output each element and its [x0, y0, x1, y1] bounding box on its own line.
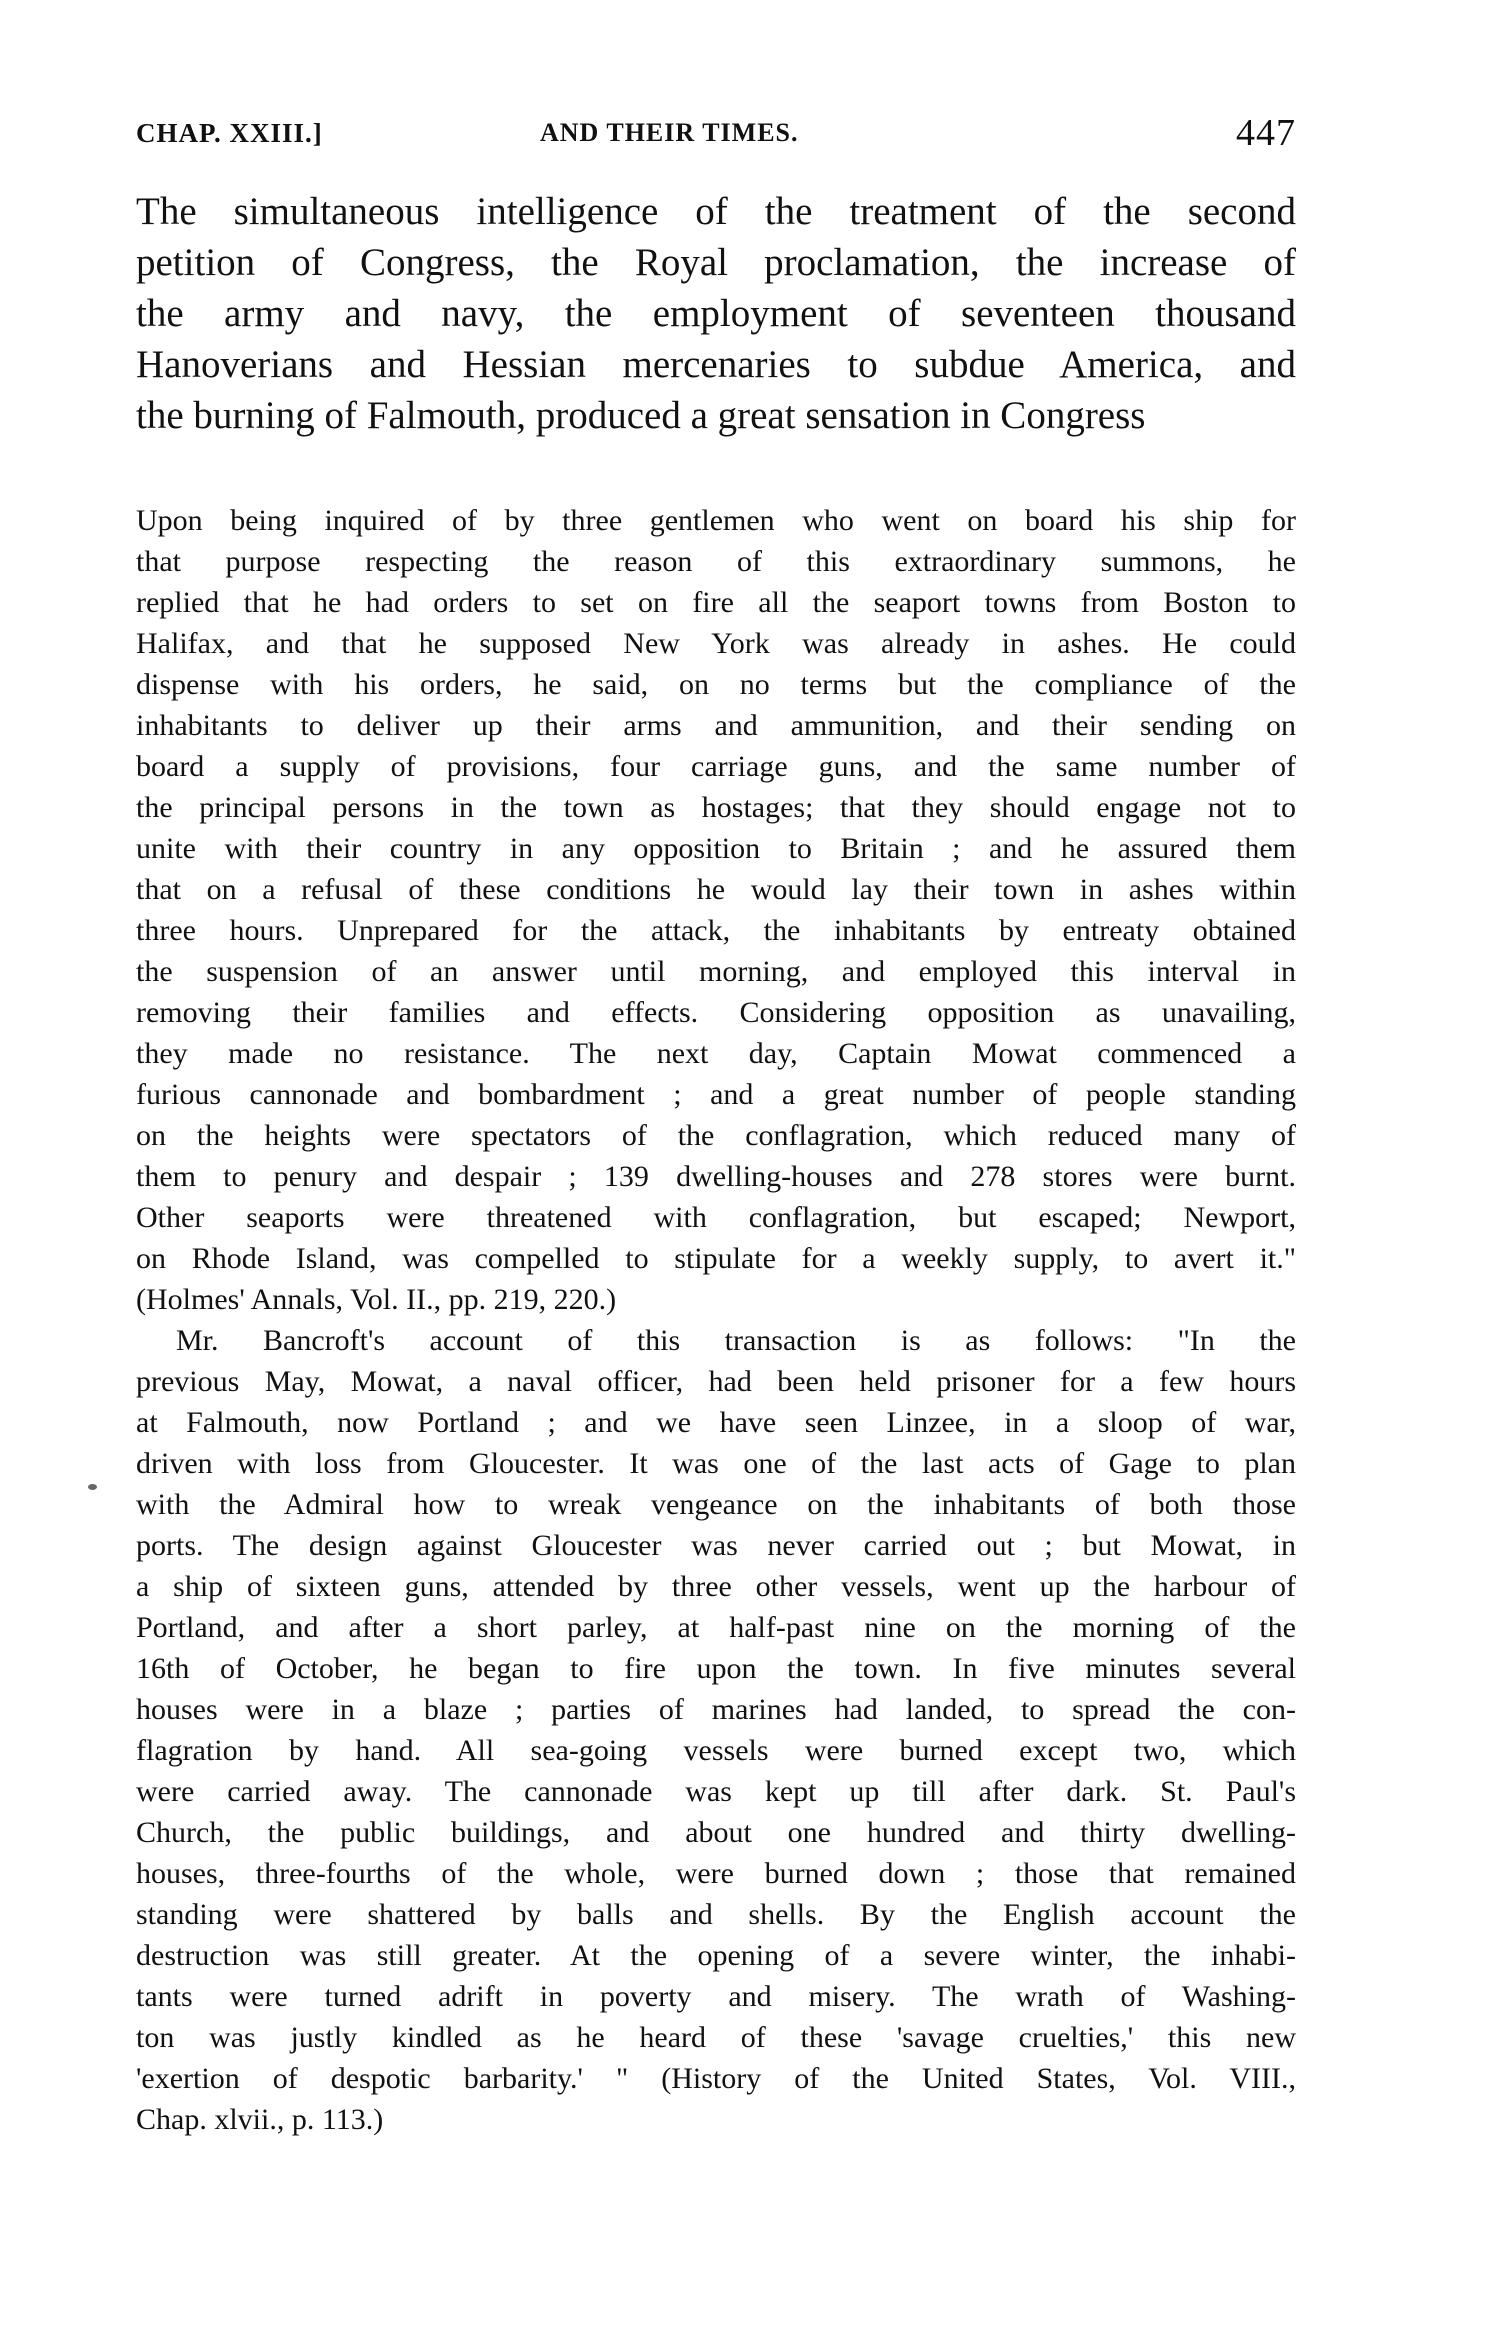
- footnote-line: Portland, and after a short parley, at half-past nine on the morning of the: [136, 1611, 1296, 1644]
- footnote-line: replied that he had orders to set on fire all the seaport towns from Boston to: [136, 586, 1296, 619]
- footnote-line: driven with loss from Gloucester. It was one of the last acts of Gage to plan: [136, 1447, 1296, 1480]
- footnote-paragraph-holmes: [136, 500, 1296, 1320]
- footnote-line: 16th of October, he began to fire upon the town. In five minutes several: [136, 1652, 1296, 1685]
- footnote-line: they made no resistance. The next day, Captain Mowat commenced a: [136, 1037, 1296, 1070]
- footnote-line: previous May, Mowat, a naval officer, had been held prisoner for a few hours: [136, 1365, 1296, 1398]
- ink-speck: [88, 1484, 97, 1490]
- footnote-line: Upon being inquired of by three gentlemen who went on board his ship for: [136, 504, 1296, 537]
- main-line: the burning of Falmouth, produced a great sensation in Congress: [136, 394, 1146, 437]
- footnote-line: the suspension of an answer until morning, and employed this interval in: [136, 955, 1296, 988]
- footnote-line: 'exertion of despotic barbarity.' " (History of the United States, Vol. VIII.,: [136, 2062, 1296, 2095]
- footnote-line: inhabitants to deliver up their arms and ammunition, and their sending on: [136, 709, 1296, 742]
- main-line: The simultaneous intelligence of the treatment of the second: [136, 190, 1296, 233]
- footnote-line: the principal persons in the town as hostages; that they should engage not to: [136, 791, 1296, 824]
- footnote-line: (Holmes' Annals, Vol. II., pp. 219, 220.): [136, 1283, 617, 1316]
- main-line: Hanoverians and Hessian mercenaries to subdue America, and: [136, 343, 1296, 386]
- footnote-line: at Falmouth, now Portland ; and we have seen Linzee, in a sloop of war,: [136, 1406, 1296, 1439]
- page-number: 447: [1236, 112, 1296, 154]
- main-line: the army and navy, the employment of seventeen thousand: [136, 292, 1296, 335]
- footnote-line: them to penury and despair ; 139 dwelling-houses and 278 stores were burnt.: [136, 1160, 1296, 1193]
- footnote-line: a ship of sixteen guns, attended by three other vessels, went up the harbour of: [136, 1570, 1296, 1603]
- footnote-line: removing their families and effects. Considering opposition as unavailing,: [136, 996, 1296, 1029]
- chapter-label: CHAP. XXIII.]: [136, 118, 323, 148]
- running-title: AND THEIR TIMES.: [540, 118, 799, 147]
- footnote-line: tants were turned adrift in poverty and misery. The wrath of Washing-: [136, 1980, 1296, 2013]
- footnote-line: houses, three-fourths of the whole, were burned down ; those that remained: [136, 1857, 1296, 1890]
- footnote-line: standing were shattered by balls and shells. By the English account the: [136, 1898, 1296, 1931]
- footnote-paragraph-bancroft: [136, 1320, 1296, 2140]
- footnote-line: houses were in a blaze ; parties of marines had landed, to spread the con-: [136, 1693, 1296, 1726]
- main-paragraph: [136, 186, 1296, 441]
- footnote-line: three hours. Unprepared for the attack, the inhabitants by entreaty obtained: [136, 914, 1296, 947]
- footnote-line: Halifax, and that he supposed New York was already in ashes. He could: [136, 627, 1296, 660]
- footnote-line: ports. The design against Gloucester was never carried out ; but Mowat, in: [136, 1529, 1296, 1562]
- footnote-line: with the Admiral how to wreak vengeance on the inhabitants of both those: [136, 1488, 1296, 1521]
- footnote-line: that on a refusal of these conditions he would lay their town in ashes within: [136, 873, 1296, 906]
- footnote-line: on Rhode Island, was compelled to stipulate for a weekly supply, to avert it.": [136, 1242, 1296, 1275]
- footnote-line: furious cannonade and bombardment ; and a great number of people standing: [136, 1078, 1296, 1111]
- footnote-line: Church, the public buildings, and about one hundred and thirty dwelling-: [136, 1816, 1296, 1849]
- footnote-line: dispense with his orders, he said, on no terms but the compliance of the: [136, 668, 1296, 701]
- footnote-line: unite with their country in any opposition to Britain ; and he assured them: [136, 832, 1296, 865]
- footnote-line: Other seaports were threatened with conflagration, but escaped; Newport,: [136, 1201, 1296, 1234]
- footnote-line: Mr. Bancroft's account of this transaction is as follows: "In the: [176, 1324, 1296, 1357]
- footnote-line: flagration by hand. All sea-going vessels were burned except two, which: [136, 1734, 1296, 1767]
- footnote-line: that purpose respecting the reason of this extraordinary summons, he: [136, 545, 1296, 578]
- footnote-line: Chap. xlvii., p. 113.): [136, 2103, 384, 2136]
- running-head: [136, 108, 1296, 158]
- footnote-line: were carried away. The cannonade was kept up till after dark. St. Paul's: [136, 1775, 1296, 1808]
- footnote-line: board a supply of provisions, four carriage guns, and the same number of: [136, 750, 1296, 783]
- footnote-line: ton was justly kindled as he heard of these 'savage cruelties,' this new: [136, 2021, 1296, 2054]
- main-line: petition of Congress, the Royal proclamation, the increase of: [136, 241, 1296, 284]
- footnote-block: [136, 500, 1296, 2140]
- footnote-line: on the heights were spectators of the conflagration, which reduced many of: [136, 1119, 1296, 1152]
- footnote-line: destruction was still greater. At the opening of a severe winter, the inhabi-: [136, 1939, 1296, 1972]
